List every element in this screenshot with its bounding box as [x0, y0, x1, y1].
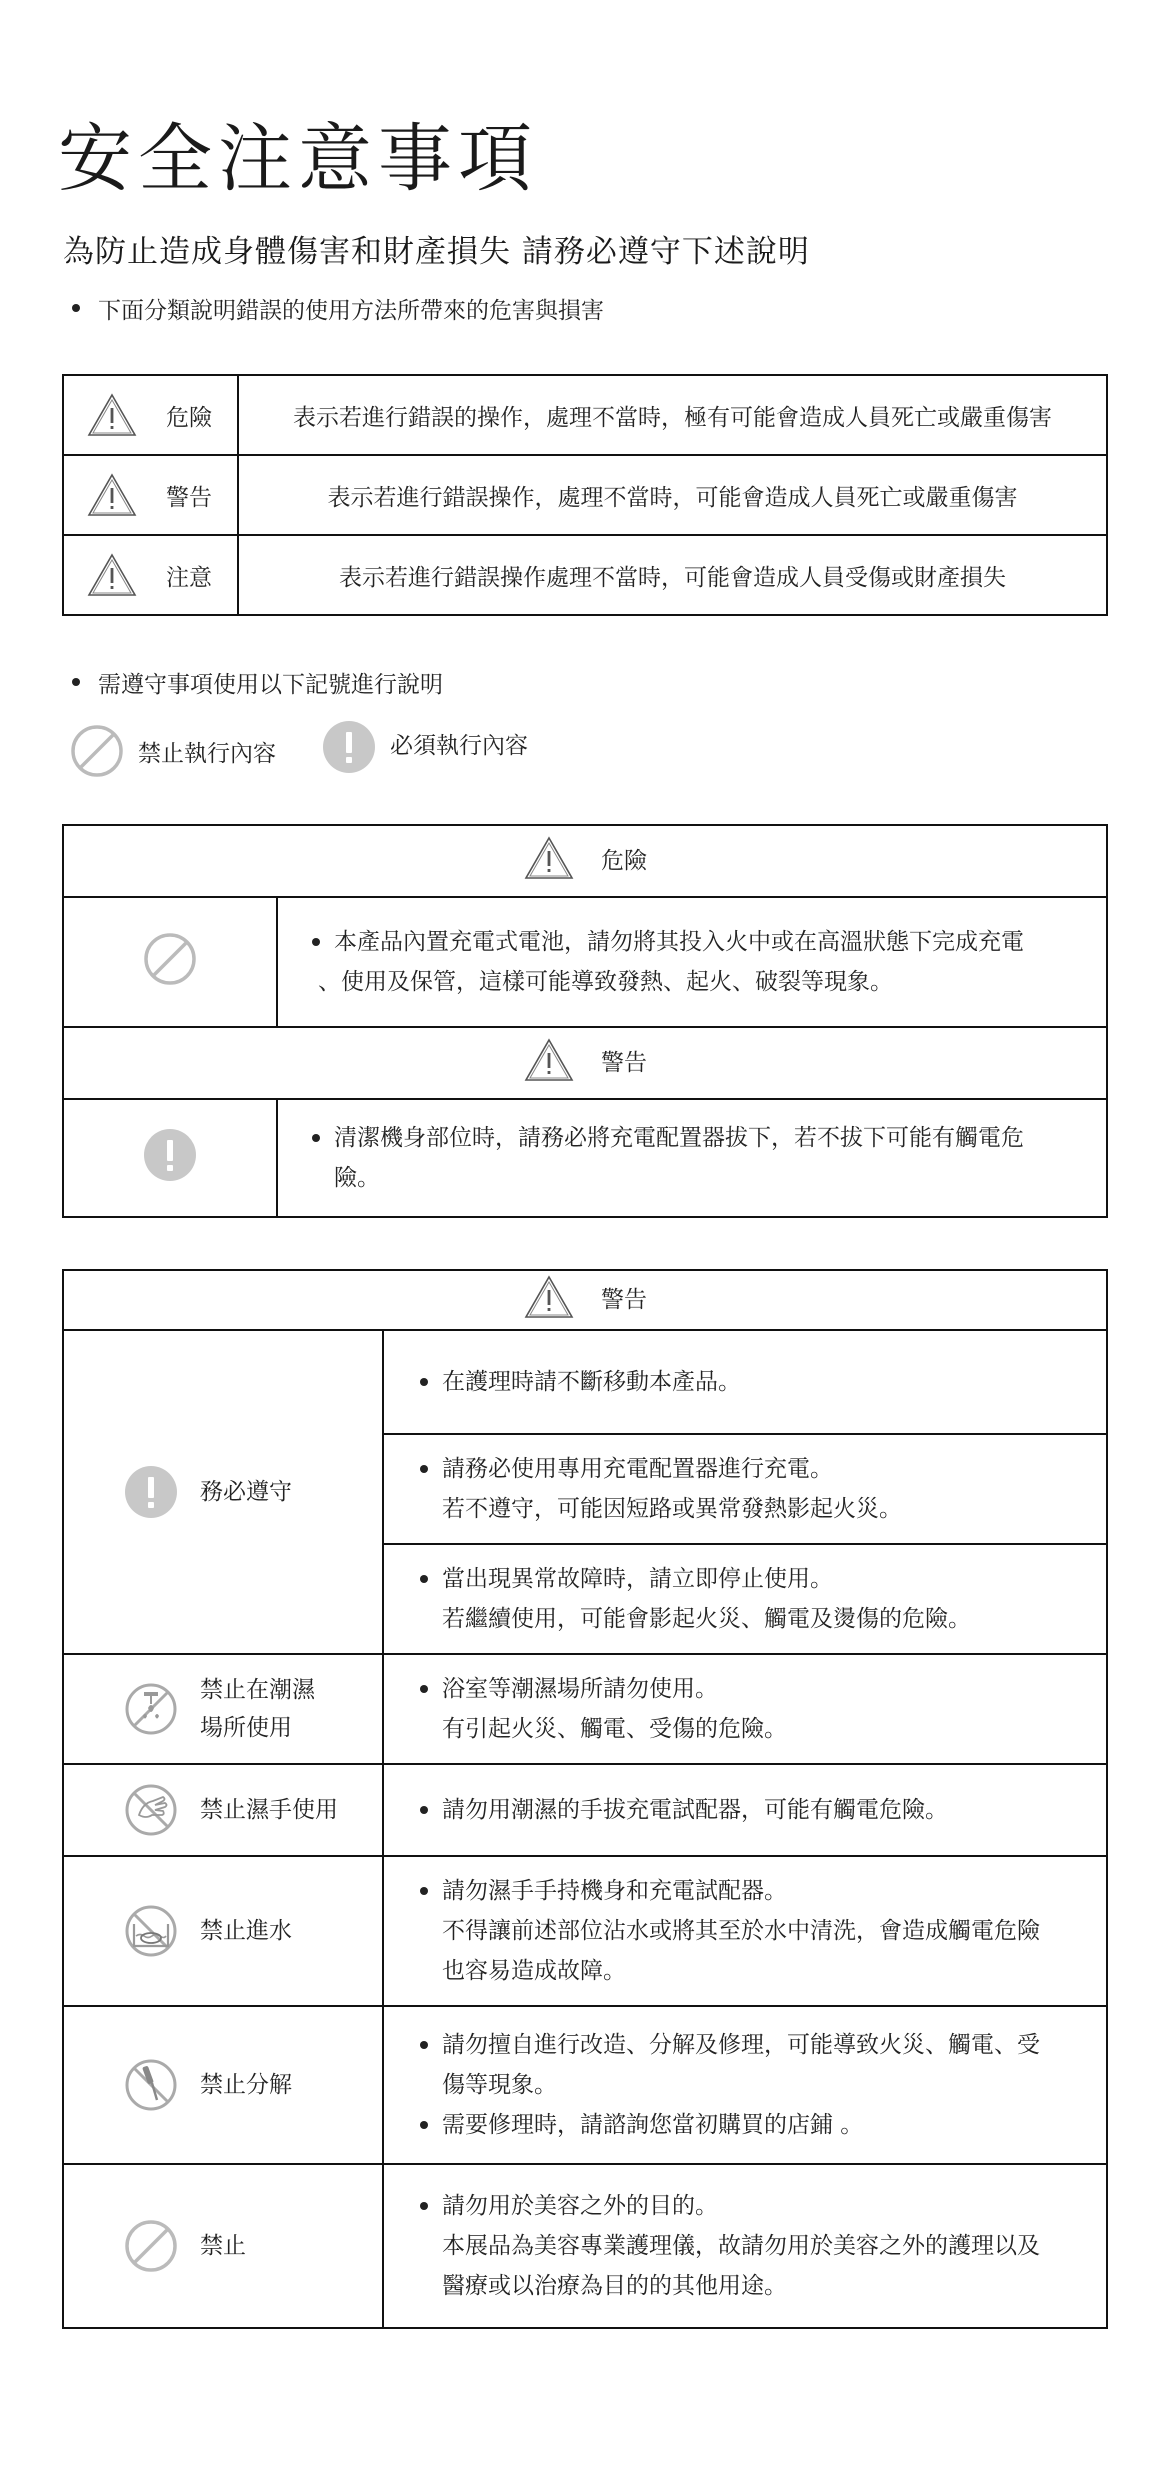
warning-triangle-icon: [523, 1274, 575, 1320]
wethand-label-cell: [63, 1764, 383, 1856]
content-cell: [383, 1764, 1107, 1856]
note-symbols: [74, 666, 443, 699]
level-label: 危險: [166, 404, 212, 431]
prohibit-circle-icon: [124, 2219, 178, 2273]
table-row: [63, 1027, 1107, 1099]
prohibit-circle-icon: [143, 932, 197, 986]
level-label: 警告: [166, 484, 212, 511]
content-cell: [383, 1330, 1107, 1434]
table-row: [63, 1856, 1107, 2006]
humid-text-line1: 浴室等潮濕場所請勿使用。: [442, 1676, 718, 1702]
table-row: [63, 1099, 1107, 1217]
page-subtitle: 為防止造成身體傷害和財產損失 請務必遵守下述說明: [63, 234, 810, 270]
list-item: [442, 1449, 1086, 1529]
disassemble-text-line1: 請勿擅自進行改造、分解及修理，可能導致火災、觸電、受: [442, 2032, 1040, 2058]
must-row2-text-line1: 請務必使用專用充電配置器進行充電。: [442, 1456, 833, 1482]
no-water-icon: [124, 1904, 178, 1958]
note-classification: [74, 292, 604, 325]
disassemble-label-cell: [63, 2006, 383, 2164]
no-humid-place-icon: [124, 1682, 178, 1736]
level-label: 注意: [166, 564, 212, 591]
table-row: [63, 1270, 1107, 1330]
list-item: [442, 1362, 1086, 1402]
level-description: 表示若進行錯誤的操作，處理不當時，極有可能會造成人員死亡或嚴重傷害: [238, 375, 1107, 455]
warning-triangle-icon: [523, 835, 575, 881]
humid-label-line2: 場所使用: [200, 1715, 292, 1741]
level-cell-caution: [63, 535, 238, 615]
humid-label-line1: 禁止在潮濕: [200, 1677, 315, 1703]
exclamation-circle-icon: [124, 1465, 178, 1519]
prohibit-text-line1: 請勿用於美容之外的目的。: [442, 2193, 718, 2219]
water-label-cell: [63, 1856, 383, 2006]
must-label: 務必遵守: [200, 1479, 292, 1505]
exclamation-circle-icon: [322, 720, 376, 774]
must-row1-text: 在護理時請不斷移動本產品。: [442, 1369, 741, 1395]
list-item: [318, 922, 1086, 1002]
table-row: [63, 375, 1107, 455]
must-row2-text-line2: 若不遵守，可能因短路或異常發熱影起火災。: [442, 1496, 902, 1522]
content-cell: [277, 1099, 1107, 1217]
legend-must-label: 必須執行內容: [390, 732, 528, 759]
humid-text-line2: 有引起火災、觸電、受傷的危險。: [442, 1716, 787, 1742]
battery-safety-table: [62, 824, 1108, 1218]
must-label-cell: [63, 1330, 383, 1654]
warning-header: [63, 1027, 1107, 1099]
list-item: [442, 1559, 1086, 1639]
content-cell: [383, 2164, 1107, 2328]
list-item: [442, 1669, 1086, 1749]
icon-cell: [63, 1099, 277, 1217]
content-cell: [277, 897, 1107, 1027]
must-row3-text-line2: 若繼續使用，可能會影起火災、觸電及燙傷的危險。: [442, 1606, 971, 1632]
warning-detail-table: [62, 1269, 1108, 2329]
list-item: [442, 1871, 1086, 1991]
table-row: [63, 2164, 1107, 2328]
content-cell: [383, 1856, 1107, 2006]
disassemble-text-bullet2: 需要修理時，請諮詢您當初購買的店鋪 。: [442, 2112, 864, 2138]
list-item: [442, 2025, 1086, 2105]
level-cell-warning: [63, 455, 238, 535]
wethand-text: 請勿用潮濕的手拔充電試配器，可能有觸電危險。: [442, 1797, 948, 1823]
level-cell-danger: [63, 375, 238, 455]
note-symbols-text: 需遵守事項使用以下記號進行說明: [98, 672, 443, 698]
legend-prohibit-label: 禁止執行內容: [138, 740, 276, 767]
danger-text-line1: 本產品內置充電式電池，請勿將其投入火中或在高溫狀態下完成充電: [334, 929, 1024, 955]
header-label: 危險: [601, 847, 647, 874]
icon-cell: [63, 897, 277, 1027]
symbol-legend: [70, 724, 574, 778]
list-item: [442, 2105, 1086, 2145]
warning-text-line1: 清潔機身部位時，請務必將充電配置器拔下，若不拔下可能有觸電危: [334, 1125, 1024, 1151]
content-cell: [383, 1434, 1107, 1544]
humid-label-cell: [63, 1654, 383, 1764]
warning-text-line2: 險。: [334, 1165, 380, 1191]
level-description: 表示若進行錯誤操作，處理不當時，可能會造成人員死亡或嚴重傷害: [238, 455, 1107, 535]
disassemble-label: 禁止分解: [200, 2072, 292, 2098]
level-description: 表示若進行錯誤操作處理不當時，可能會造成人員受傷或財產損失: [238, 535, 1107, 615]
content-cell: [383, 2006, 1107, 2164]
must-row3-text-line1: 當出現異常故障時，請立即停止使用。: [442, 1566, 833, 1592]
legend-prohibit: [70, 724, 276, 778]
list-item: [442, 1790, 1086, 1830]
no-disassemble-icon: [124, 2058, 178, 2112]
warning-header: [63, 1270, 1107, 1330]
prohibit-text-line3: 醫療或以治療為目的的其他用途。: [442, 2273, 787, 2299]
exclamation-circle-icon: [143, 1128, 197, 1182]
table-row: [63, 455, 1107, 535]
water-text-line3: 也容易造成故障。: [442, 1958, 626, 1984]
table-row: [63, 897, 1107, 1027]
warning-triangle-icon: [523, 1037, 575, 1083]
page-title: 安全注意事項: [58, 116, 538, 202]
content-cell: [383, 1544, 1107, 1654]
table-row: [63, 1654, 1107, 1764]
danger-text-line2: 、使用及保管，這樣可能導致發熱、起火、破裂等現象。: [318, 969, 893, 995]
header-label: 警告: [601, 1049, 647, 1076]
header-label: 警告: [601, 1286, 647, 1313]
prohibit-label: 禁止: [200, 2233, 246, 2259]
warning-triangle-icon: [86, 552, 138, 598]
disassemble-text-line2: 傷等現象。: [442, 2072, 557, 2098]
hazard-level-table: [62, 374, 1108, 616]
note-classification-text: 下面分類說明錯誤的使用方法所帶來的危害與損害: [98, 298, 604, 324]
prohibit-label-cell: [63, 2164, 383, 2328]
water-text-line2: 不得讓前述部位沾水或將其至於水中清洗，會造成觸電危險: [442, 1918, 1040, 1944]
prohibit-circle-icon: [70, 724, 124, 778]
water-label: 禁止進水: [200, 1918, 292, 1944]
table-row: [63, 2006, 1107, 2164]
content-cell: [383, 1654, 1107, 1764]
warning-triangle-icon: [86, 472, 138, 518]
water-text-line1: 請勿濕手手持機身和充電試配器。: [442, 1878, 787, 1904]
table-row: [63, 1330, 1107, 1434]
legend-must: [322, 720, 528, 774]
table-row: [63, 535, 1107, 615]
table-row: [63, 825, 1107, 897]
list-item: [334, 1118, 1086, 1198]
wethand-label: 禁止濕手使用: [200, 1797, 338, 1823]
warning-triangle-icon: [86, 392, 138, 438]
table-row: [63, 1764, 1107, 1856]
no-wet-hands-icon: [124, 1783, 178, 1837]
prohibit-text-line2: 本展品為美容專業護理儀，故請勿用於美容之外的護理以及: [442, 2233, 1040, 2259]
list-item: [442, 2186, 1086, 2306]
danger-header: [63, 825, 1107, 897]
